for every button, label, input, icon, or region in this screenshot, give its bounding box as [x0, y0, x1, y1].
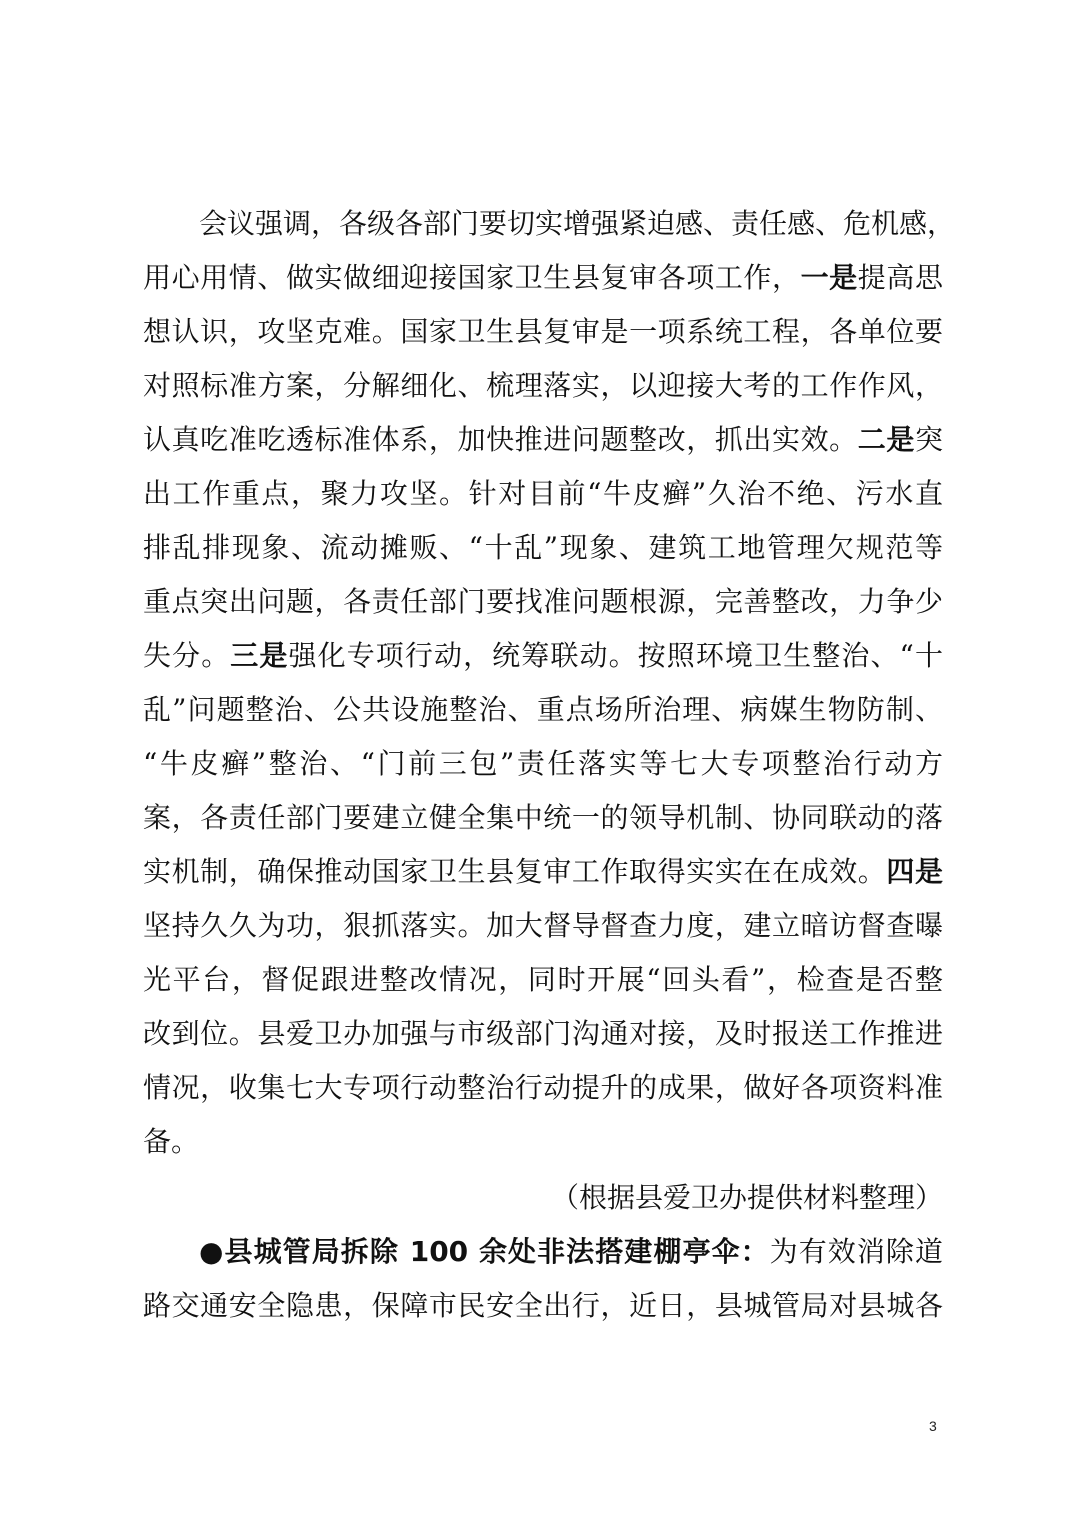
paragraph-line: 认真吃准吃透标准体系，加快推进问题整改，抓出实效。二是突 — [143, 423, 943, 456]
news-item-heading: ●县城管局拆除 100 余处非法搭建棚亭伞： — [199, 1235, 770, 1268]
paragraph-line: 改到位。县爱卫办加强与市级部门沟通对接，及时报送工作推进 — [143, 1017, 943, 1050]
keyword-third: 三是 — [230, 639, 289, 672]
paragraph-line: 对照标准方案，分解细化、梳理落实，以迎接大考的工作作风， — [143, 369, 943, 402]
paragraph-line: 案，各责任部门要建立健全集中统一的领导机制、协同联动的落 — [143, 801, 943, 834]
keyword-second: 二是 — [857, 423, 915, 456]
source-note: （根据县爱卫办提供材料整理） — [550, 1181, 943, 1214]
paragraph-line: 备。 — [143, 1125, 200, 1158]
body-text — [143, 207, 956, 1343]
paragraph-line: 重点突出问题，各责任部门要找准问题根源，完善整改，力争少 — [143, 585, 943, 618]
paragraph-line: 乱”问题整治、公共设施整治、重点场所治理、病媒生物防制、 — [143, 693, 943, 726]
paragraph-line: 光平台，督促跟进整改情况，同时开展“回头看”，检查是否整 — [143, 963, 943, 996]
paragraph-line: 出工作重点，聚力攻坚。针对目前“牛皮癣”久治不绝、污水直 — [143, 477, 943, 510]
paragraph-line: 用心用情、做实做细迎接国家卫生县复审各项工作，一是提高思 — [143, 261, 943, 294]
keyword-fourth: 四是 — [886, 855, 943, 888]
news-item-line: 路交通安全隐患，保障市民安全出行，近日，县城管局对县城各 — [143, 1289, 943, 1322]
paragraph-line: 排乱排现象、流动摊贩、“十乱”现象、建筑工地管理欠规范等 — [143, 531, 943, 564]
paragraph-line: 失分。三是强化专项行动，统筹联动。按照环境卫生整治、“十 — [143, 639, 943, 672]
paragraph-line: 坚持久久为功，狠抓落实。加大督导督查力度，建立暗访督查曝 — [143, 909, 943, 942]
paragraph-line: “牛皮癣”整治、“门前三包”责任落实等七大专项整治行动方 — [143, 747, 943, 780]
news-item-line: ●县城管局拆除 100 余处非法搭建棚亭伞：为有效消除道 — [199, 1235, 943, 1268]
paragraph-line: 会议强调，各级各部门要切实增强紧迫感、责任感、危机感， — [199, 207, 956, 240]
page-number: 3 — [929, 1418, 937, 1434]
keyword-first: 一是 — [800, 261, 858, 294]
paragraph-line: 情况，收集七大专项行动整治行动提升的成果，做好各项资料准 — [143, 1071, 943, 1104]
paragraph-line: 想认识，攻坚克难。国家卫生县复审是一项系统工程，各单位要 — [143, 315, 943, 348]
paragraph-line: 实机制，确保推动国家卫生县复审工作取得实实在在成效。四是 — [143, 855, 943, 888]
